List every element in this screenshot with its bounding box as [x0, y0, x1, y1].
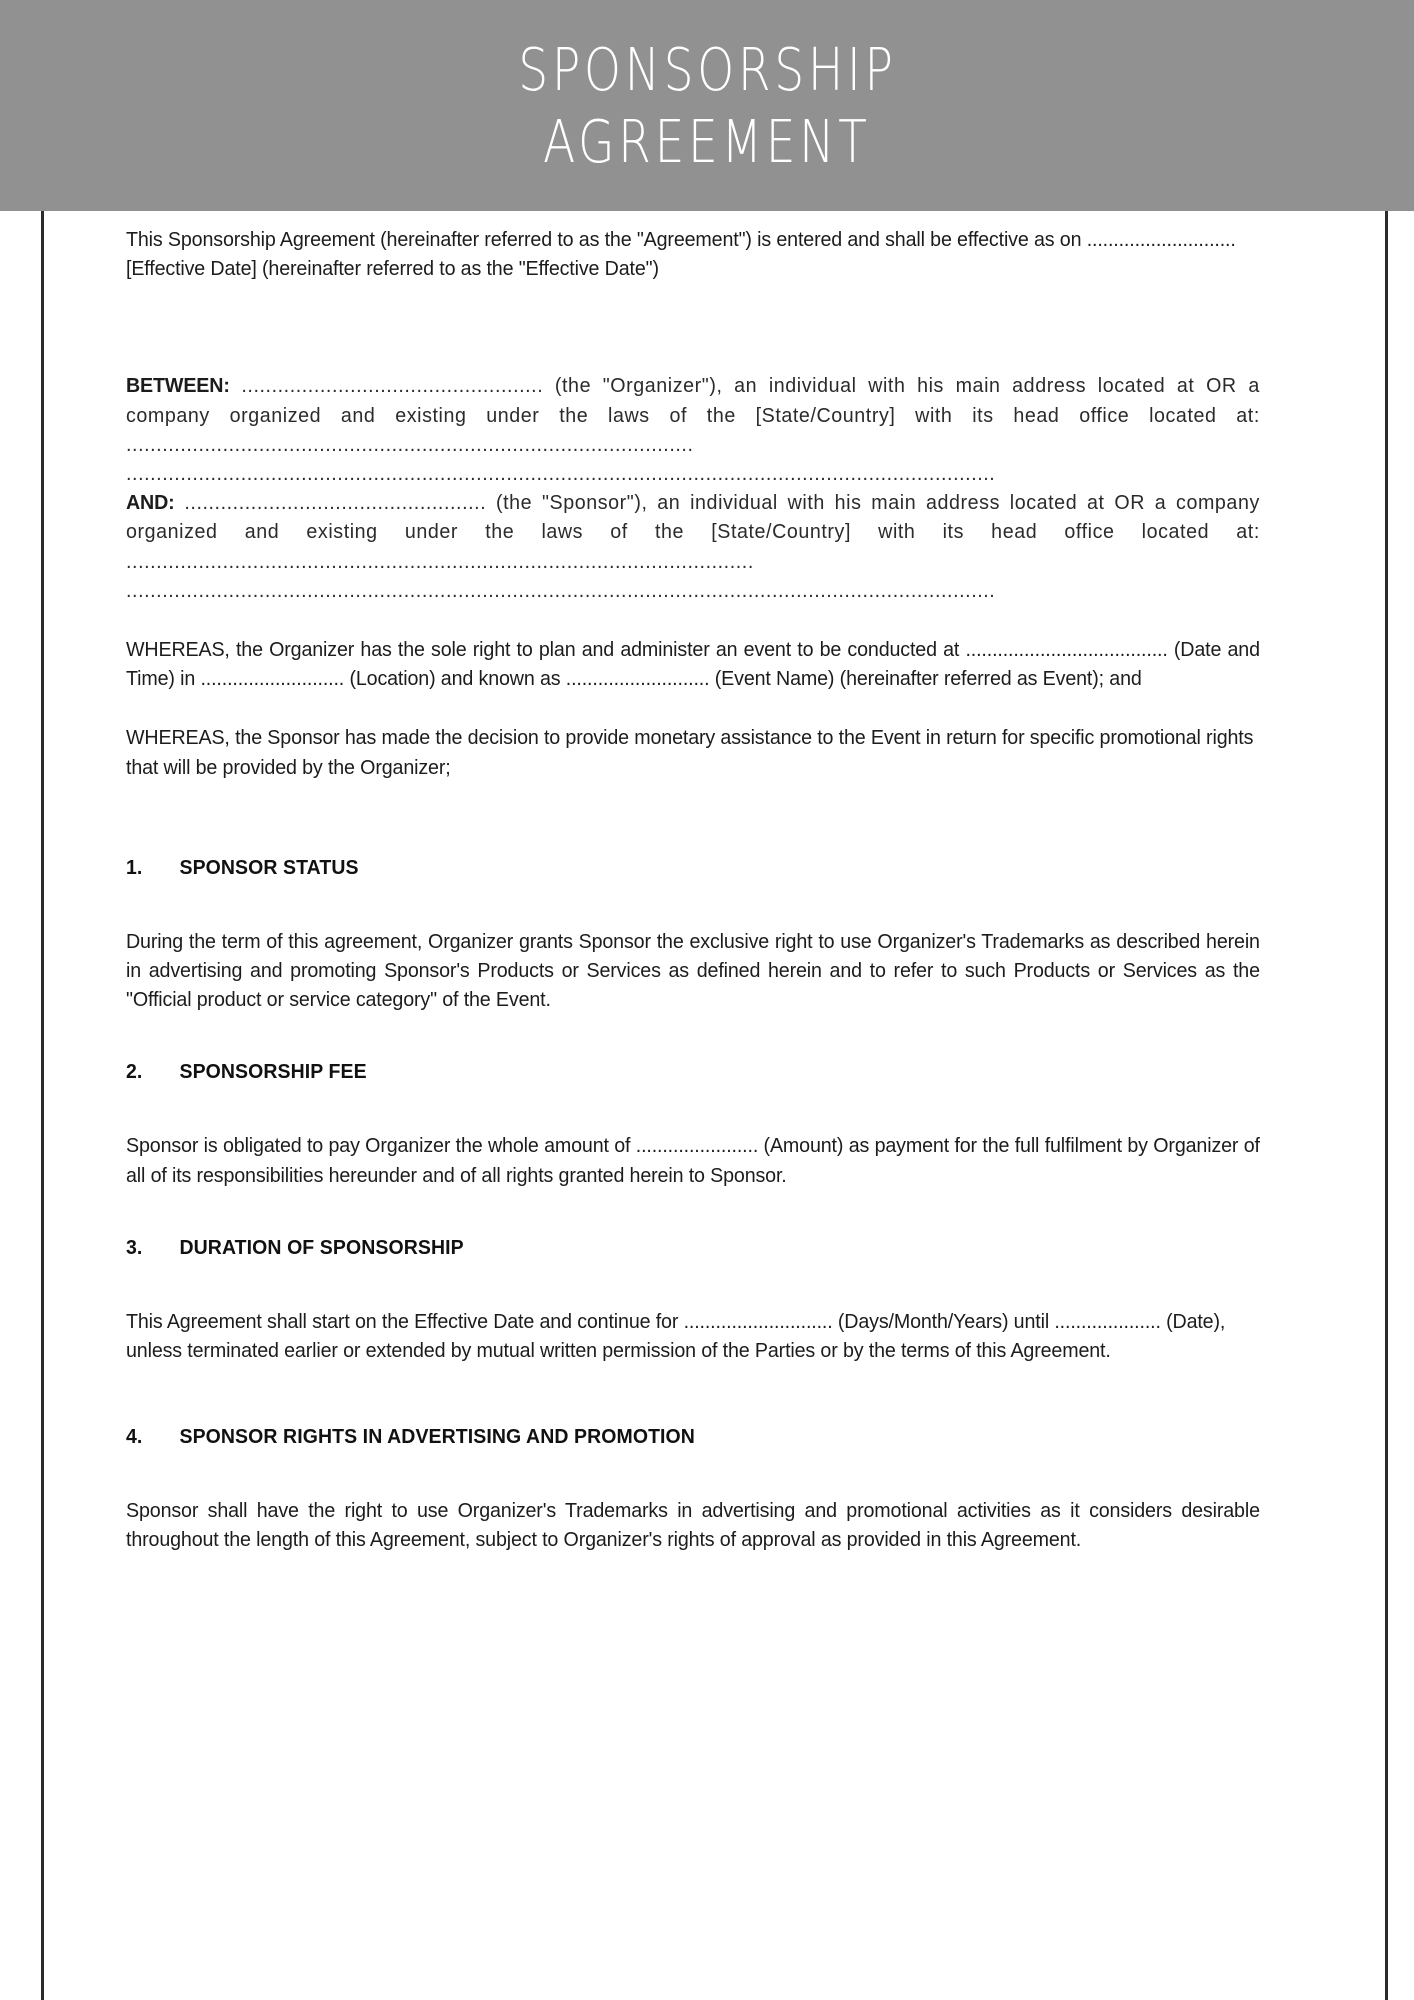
- spacer-before-section-4b: [126, 1409, 1260, 1423]
- document-content-column: [126, 211, 1260, 1555]
- section-paragraph-3: This Agreement shall start on the Effective Date and continue for ............................ (Days/Month/Years) until .................... (Date), unless terminated earlier or extended by mutual written permission of the Parties or by the terms of this Agreement.: [126, 1309, 1226, 1363]
- and-paragraph: [126, 488, 1260, 576]
- spacer-after-heading-2: [126, 1087, 1260, 1131]
- spacer-before-between: [126, 341, 1260, 371]
- section-number-3: 3.: [126, 1236, 143, 1259]
- section-paragraph-4: Sponsor shall have the right to use Organizer's Trademarks in advertising and promotional activities as it considers desirable throughout the length of this Agreement, subject to Organizer's rights of approval as provided in this Agreement.: [126, 1499, 1260, 1552]
- between-dotted-line: ................................................................................................................................................: [126, 462, 996, 486]
- document-title-line-2: AGREEMENT: [543, 106, 871, 176]
- between-label: BETWEEN:: [126, 374, 230, 398]
- between-text: .................................................. (the "Organizer"), an individual with his main address located at OR a company organized and existing under the laws of the [State/Country] with its head office located at: ..............................................................................................: [126, 374, 1260, 456]
- section-heading-1: [126, 854, 1260, 883]
- spacer-before-section-4: [126, 1365, 1260, 1409]
- and-text: .................................................. (the "Sponsor"), an individual with his main address located at OR a company organized and existing under the laws of the [State/Country] with its head office located at: ........................................................................................................: [126, 491, 1260, 573]
- spacer-between-whereas: [126, 693, 1260, 723]
- spacer-after-heading-4: [126, 1452, 1260, 1496]
- intro-paragraph: This Sponsorship Agreement (hereinafter referred to as the "Agreement") is entered and shall be effective as on ............................ [Effective Date] (hereinafter referred to as the "Effective Date"): [126, 228, 1236, 281]
- spacer-before-section-1: [126, 782, 1260, 840]
- spacer-before-section-3: [126, 1190, 1260, 1234]
- section-number-4: 4.: [126, 1426, 143, 1449]
- section-title-1: SPONSOR STATUS: [179, 856, 359, 879]
- spacer-after-heading-1: [126, 883, 1260, 927]
- spacer-before-whereas-1: [126, 605, 1260, 635]
- spacer-after-heading-3: [126, 1263, 1260, 1307]
- section-heading-4: [126, 1423, 1260, 1452]
- spacer-before-section-2: [126, 1014, 1260, 1058]
- section-paragraph-2: Sponsor is obligated to pay Organizer the whole amount of ....................... (Amount) as payment for the full fulfilment by Organizer of all of its responsibilities hereunder and of all rights granted herein to Sponsor.: [126, 1134, 1260, 1187]
- document-body: [41, 211, 1388, 2000]
- section-heading-3: [126, 1234, 1260, 1263]
- between-paragraph: [126, 371, 1260, 459]
- section-title-2: SPONSORSHIP FEE: [179, 1061, 367, 1084]
- section-heading-2: [126, 1058, 1260, 1087]
- and-label: AND:: [126, 491, 175, 515]
- section-number-1: 1.: [126, 856, 143, 879]
- section-title-4: SPONSOR RIGHTS IN ADVERTISING AND PROMOTION: [179, 1426, 695, 1449]
- spacer-before-section-1b: [126, 840, 1260, 854]
- and-dotted-line: ................................................................................................................................................: [126, 578, 996, 602]
- section-paragraph-1: During the term of this agreement, Organizer grants Sponsor the exclusive right to use Organizer's Trademarks as described herein in advertising and promoting Sponsor's Products or Services as defined herein and to refer to such Products or Services as the "Official product or service category" of the Event.: [126, 929, 1260, 1012]
- spacer-after-intro: [126, 283, 1260, 341]
- section-number-2: 2.: [126, 1061, 143, 1084]
- document-title-line-1: SPONSORSHIP: [517, 34, 897, 104]
- document-title-banner: [0, 0, 1414, 211]
- whereas-paragraph-1: WHEREAS, the Organizer has the sole right to plan and administer an event to be conducted at ...................................... (Date and Time) in ........................... (Location) and known as ........................... (Event Name) (hereinafter referred as Event); and: [126, 638, 1260, 691]
- section-title-3: DURATION OF SPONSORSHIP: [179, 1236, 464, 1259]
- whereas-paragraph-2: WHEREAS, the Sponsor has made the decision to provide monetary assistance to the Event in return for specific promotional rights that will be provided by the Organizer;: [126, 726, 1254, 779]
- spacer-top: [126, 211, 1260, 225]
